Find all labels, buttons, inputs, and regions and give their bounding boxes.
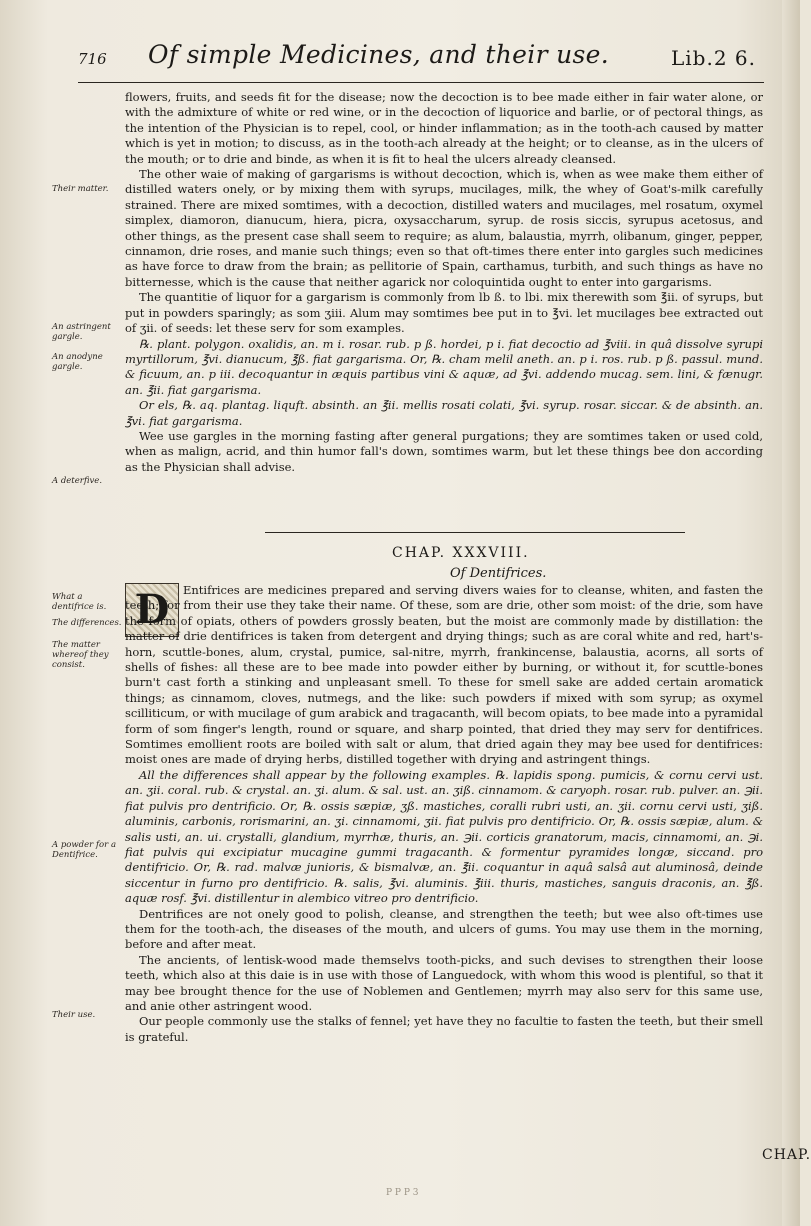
section-text-upper: [125, 90, 763, 475]
page-edge: [782, 0, 800, 1226]
page-header: [78, 40, 778, 74]
margin-note: A powder for a Dentifrice.: [52, 840, 117, 860]
margin-note: The differences.: [52, 618, 122, 628]
recipe-paragraph: All the differences shall appear by the following examples. ℞. lapidis spong. pumicis, & cornu cervi ust. an. ʒii. coral. rub. & crystal. an. ʒi. alum. & sal. ust. an. ʒiß. cinnamom. & caryoph. rosar. rub. pulver. an. ℈ii. fiat pulvis pro dentrificio. Or, ℞. ossis sæpiæ, ʒß. mastiches, coralli rubri usti, an. ʒii. cornu cervi usti, ʒiß. aluminis, carbonis, rorismarini, an. ʒi. cinnamomi, ʒii. fiat pulvis pro dentifricio. Or, ℞. ossis sæpiæ, alum. & salis usti, an. ui. crystalli, glandium, myrrhæ, thuris, an. ℈ii. corticis granatorum, macis, cinnamomi, an. ℈i. fiat pulvis qui excipiatur mucagine gummi tragacanth. & formentur pyramides longæ, siccand. pro dentifricio. Or, ℞. rad. malvæ junioris, & bismalvæ, an. ℥ii. coquantur in aquâ salsâ aut aluminosâ, deinde siccentur in furno pro dentifricio. ℞. salis, ℥vi. aluminis. ℥iii. thuris, mastiches, sanguis draconis, an. ℥ß. aquæ rosf. ℥vi. distillentur in alembico vitreo pro dentrificio.: [125, 767, 763, 906]
margin-note: Their matter.: [52, 184, 109, 194]
recipe-paragraph: Or els, ℞. aq. plantag. liquft. absinth. an ℥ii. mellis rosati colati, ℥vi. syrup. rosar. siccar. & de absinth. an. ℥vi. fiat gargarisma.: [125, 398, 763, 428]
chapter-title: CHAP. XXXVIII.: [392, 545, 530, 561]
recipe-paragraph: ℞. plant. polygon. oxalidis, an. m i. rosar. rub. p ß. hordei, p i. fiat decoctio ad ℥viii. in quâ dissolve syrupi myrtillorum, ℥vi. dianucum, ℥ß. fiat gargarisma. Or, ℞. cham melil aneth. an. p i. ros. rub. p ß. passul. mund. & ficuum, an. p iii. decoquantur in æquis partibus vini & aquæ, ad ℥vi. addendo mucag. sem. lini, & fænugr. an. ℥ii. fiat gargarisma.: [125, 336, 763, 397]
chapter-rule: [265, 532, 685, 533]
header-rule: [78, 82, 764, 83]
margin-note: An astringent gargle.: [52, 322, 111, 342]
catchword: CHAP.: [762, 1147, 811, 1163]
page-number: 716: [78, 50, 107, 68]
initial-letter: D: [134, 586, 170, 633]
section-text-lower: [125, 583, 763, 1045]
margin-note: What a dentifrice is.: [52, 592, 107, 612]
margin-note: An anodyne gargle.: [52, 352, 103, 372]
signature-mark: P P P 3: [386, 1188, 419, 1198]
paragraph: flowers, fruits, and seeds fit for the disease; now the decoction is to bee made either in fair water alone, or with the admixture of white or red wine, or in the decoction of liquorice and barlie, or of pectoral things, as the intention of the Physician is to repel, cool, or hinder inflammation; as in the tooth-ach caused by matter which is yet in motion; to discuss, as in the tooth-ach already at the height; or to cleanse, as in the ulcers of the mouth; or to drie and binde, as when it is fit to heal the ulcers already cleansed.: [125, 90, 763, 166]
paragraph: Entifrices are medicines prepared and serving divers waies for to cleanse, whiten, and fasten the teeth; for from their use they take their name. Of these, som are drie, other som moist: of the drie, som have the form of opiats, others of powders grossly beaten, but the moist are commonly made by distillation: the matter of drie dentifrices is taken from detergent and drying things; such as are coral white and red, hart's-horn, scuttle-bones, alum, crystal, pumice, sal-nitre, myrrh, frankincense, balaustia, acorns, all sorts of shells of fishes: all these are to bee made into powder either by burning, or without it, for scuttle-bones burn't cast forth a stinking and unpleasant smell. To these for smell sake are added certain aromatick things; as cinnamom, cloves, nutmegs, and the like: such powders if mixed with som syrup; as oxymel scilliticum, or with mucilage of gum arabick and tragacanth, will becom opiats, to bee made into a pyramidal form of som finger's length, round or square, and sharp pointed, that dried they may serv for dentifrices. Somtimes emollient roots are boiled with salt or alum, that dried again they may bee used for dentifrices: moist ones are made of drying herbs, distilled together with drying and astringent things.: [125, 583, 763, 767]
margin-note: A deterfive.: [52, 476, 103, 486]
paragraph: Wee use gargles in the morning fasting after general purgations; they are somtimes taken or used cold, when as malign, acrid, and thin humor fall's down, somtimes warm, but let these things bee don according as the Physician shall advise.: [125, 428, 763, 474]
paragraph: The ancients, of lentisk-wood made themselvs tooth-picks, and such devises to strengthen their loose teeth, which also at this daie is in use with those of Languedock, with whom this wood is plentiful, so that it may bee brought thence for the use of Noblemen and Gentlemen; myrrh may also serv for this same use, and anie other astringent wood.: [125, 952, 763, 1013]
paragraph: Our people commonly use the stalks of fennel; yet have they no facultie to fasten the teeth, but their smell is grateful.: [125, 1014, 763, 1044]
paragraph: Dentrifices are not onely good to polish, cleanse, and strengthen the teeth; but wee also oft-times use them for the tooth-ach, the diseases of the mouth, and ulcers of gums. You may use them in the morning, before and after meat.: [125, 906, 763, 952]
paragraph: The quantitie of liquor for a gargarism is commonly from lb ß. to lbi. mix therewith som ℥ii. of syrups, but put in powders sparingly; as som ʒiii. Alum may somtimes bee put in to ℥vi. let mucilages bee extracted out of ʒii. of seeds: let these serv for som examples.: [125, 290, 763, 336]
chapter-subtitle: Of Dentifrices.: [450, 566, 547, 581]
margin-note: The matter whereof they consist.: [52, 640, 109, 670]
margin-note: Their use.: [52, 1010, 96, 1020]
book-label: Lib.2 6.: [670, 46, 756, 70]
paragraph: The other waie of making of gargarisms is without decoction, which is, when as wee make them either of distilled waters onely, or by mixing them with syrups, mucilages, milk, the whey of Goat's-milk carefully strained. There are mixed somtimes, with a decoction, distilled waters and mucilages, mel rosatum, oxymel simplex, diamoron, dianucum, hiera, picra, oxysaccharum, syrup. de rosis siccis, syrupus acetosus, and other things, as the present case shall seem to require; as alum, balaustia, myrrh, olibanum, ginger, pepper, cinnamon, drie roses, and manie such things; even so that oft-times there enter into gargles such medicines as have force to draw from the brain; as pellitorie of Spain, carthamus, turbith, and such things as have no bitternesse, which is the cause that neither agarick nor coloquintida ought to enter into gargarisms.: [125, 167, 763, 289]
running-title: Of simple Medicines, and their use.: [148, 40, 609, 69]
